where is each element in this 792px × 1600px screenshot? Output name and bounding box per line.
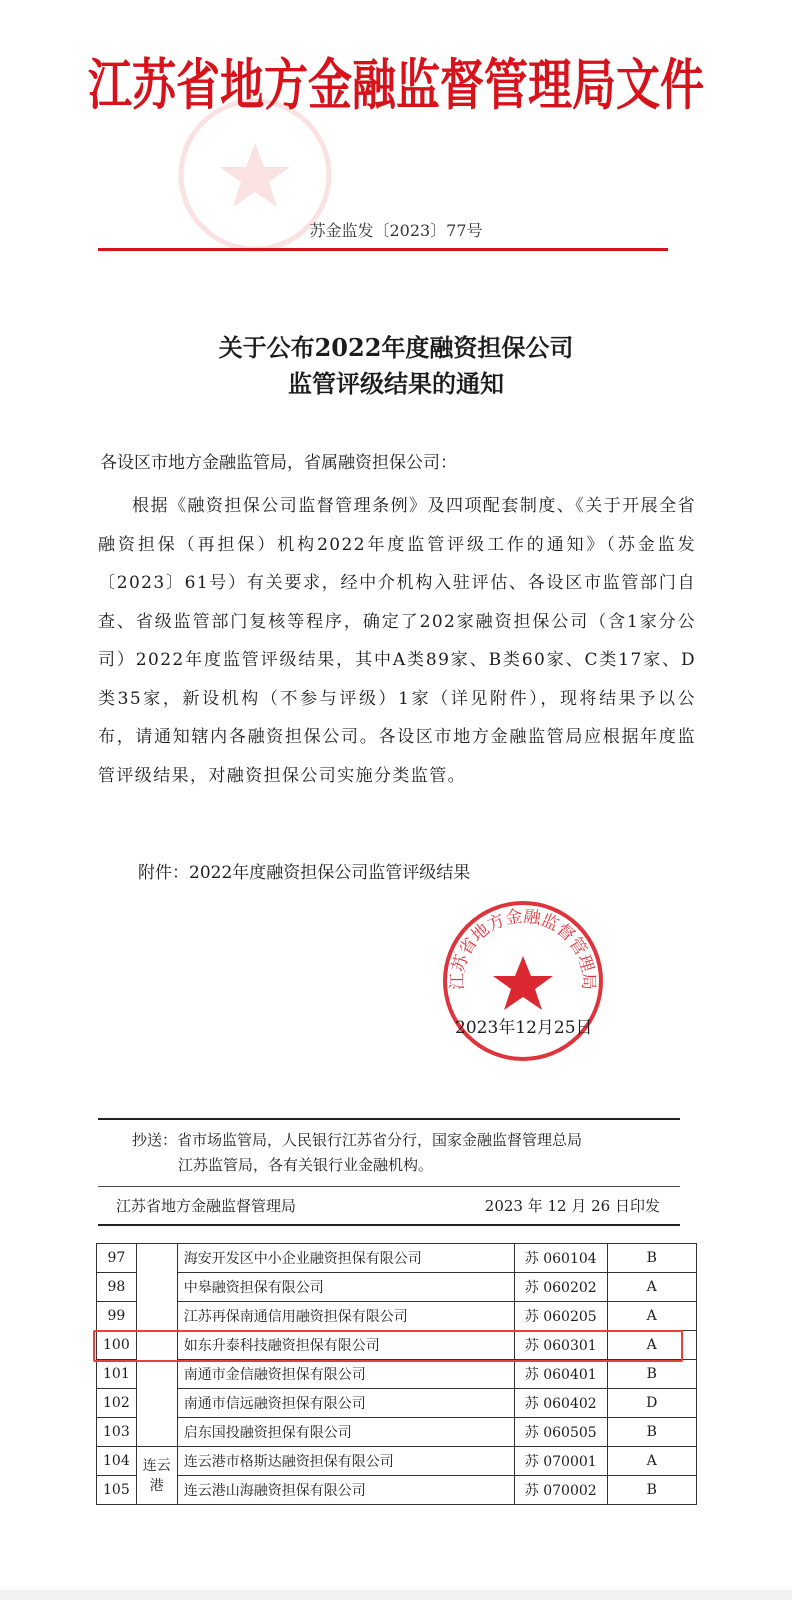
official-seal-icon (440, 898, 606, 1064)
rating-results-table (96, 1243, 697, 1505)
row-number: 98 (97, 1273, 137, 1302)
region-label-line1: 连云 (142, 1457, 171, 1474)
table-row (97, 1244, 697, 1273)
rating-grade: A (607, 1331, 696, 1360)
company-name: 启东国投融资担保有限公司 (177, 1418, 514, 1447)
table-row (97, 1302, 697, 1331)
notice-body: 根据《融资担保公司监督管理条例》及四项配套制度、《关于开展全省融资担保（再担保）机构2022年度监管评级工作的通知》（苏金监发〔2023〕61号）有关要求，经中介机构入驻评估、各设区市监管部门自查、省级监管部门复核等程序，确定了202家融资担保公司（含1家分公司）2022年度监管评级结果，其中A类89家、B类60家、C类17家、D类35家，新设机构（不参与评级）1家（详见附件），现将结果予以公布，请通知辖内各融资担保公司。各设区市地方金融监管局应根据年度监管评级结果，对融资担保公司实施分类监管。 (98, 496, 696, 786)
company-code: 苏 060205 (514, 1302, 607, 1331)
rating-grade: B (607, 1418, 696, 1447)
company-code: 苏 060202 (514, 1273, 607, 1302)
region-cell (136, 1244, 177, 1447)
table-row (97, 1476, 697, 1505)
official-seal (440, 898, 606, 1064)
company-name: 中皋融资担保有限公司 (177, 1273, 514, 1302)
table-row (97, 1447, 697, 1476)
company-code: 苏 060401 (514, 1360, 607, 1389)
cc-line-1: 抄送：省市场监管局，人民银行江苏省分行，国家金融监督管理总局 (132, 1131, 583, 1149)
table-row (97, 1389, 697, 1418)
page-bottom-edge (0, 1590, 792, 1600)
row-number: 104 (97, 1447, 137, 1476)
row-number: 101 (97, 1360, 137, 1389)
notice-title-line2: 监管评级结果的通知 (288, 369, 504, 398)
issuer-footer (98, 1187, 680, 1224)
rating-grade: A (607, 1273, 696, 1302)
row-number: 105 (97, 1476, 137, 1505)
company-name: 江苏再保南通信用融资担保有限公司 (177, 1302, 514, 1331)
table-row (97, 1418, 697, 1447)
region-label-line2: 港 (149, 1477, 164, 1494)
distribution-block (98, 1118, 680, 1226)
company-code: 苏 070001 (514, 1447, 607, 1476)
row-number: 97 (97, 1244, 137, 1273)
red-letterhead-title: 江苏省地方金融监督管理局文件 (88, 53, 704, 118)
issuer-name: 江苏省地方金融监督管理局 (116, 1197, 297, 1215)
company-code: 苏 060301 (514, 1331, 607, 1360)
row-number: 99 (97, 1302, 137, 1331)
region-cell-lianyungang (136, 1447, 177, 1505)
rating-grade: A (607, 1302, 696, 1331)
company-code: 苏 060402 (514, 1389, 607, 1418)
rating-grade: B (607, 1360, 696, 1389)
company-name: 南通市金信融资担保有限公司 (177, 1360, 514, 1389)
issue-date: 2023年12月25日 (455, 1018, 593, 1038)
company-code: 苏 060104 (514, 1244, 607, 1273)
cc-line-2: 江苏监管局，各有关银行业金融机构。 (178, 1156, 434, 1174)
document-number: 苏金监发〔2023〕77号 (309, 221, 483, 240)
rating-grade: A (607, 1447, 696, 1476)
company-name: 南通市信远融资担保有限公司 (177, 1389, 514, 1418)
row-number: 102 (97, 1389, 137, 1418)
company-code: 苏 060505 (514, 1418, 607, 1447)
rating-grade: D (607, 1389, 696, 1418)
row-number: 100 (97, 1331, 137, 1360)
table-row (97, 1360, 697, 1389)
seal-arc-text: 江苏省地方金融监督管理局 (447, 906, 599, 991)
company-code: 苏 070002 (514, 1476, 607, 1505)
cc-list (98, 1120, 680, 1186)
company-name: 海安开发区中小企业融资担保有限公司 (177, 1244, 514, 1273)
red-divider-line (98, 248, 668, 251)
row-number: 103 (97, 1418, 137, 1447)
rating-grade: B (607, 1244, 696, 1273)
company-name: 如东升泰科技融资担保有限公司 (177, 1331, 514, 1360)
rating-grade: B (607, 1476, 696, 1505)
attachment-line: 附件：2022年度融资担保公司监管评级结果 (138, 863, 471, 883)
print-date: 2023 年 12 月 26 日印发 (484, 1197, 660, 1215)
table-row-highlighted (97, 1331, 697, 1360)
company-name: 连云港市格斯达融资担保有限公司 (177, 1447, 514, 1476)
notice-title-line1: 关于公布2022年度融资担保公司 (218, 333, 574, 362)
table-row (97, 1273, 697, 1302)
notice-title (0, 330, 792, 402)
company-name: 连云港山海融资担保有限公司 (177, 1476, 514, 1505)
salutation: 各设区市地方金融监管局，省属融资担保公司： (100, 453, 457, 473)
